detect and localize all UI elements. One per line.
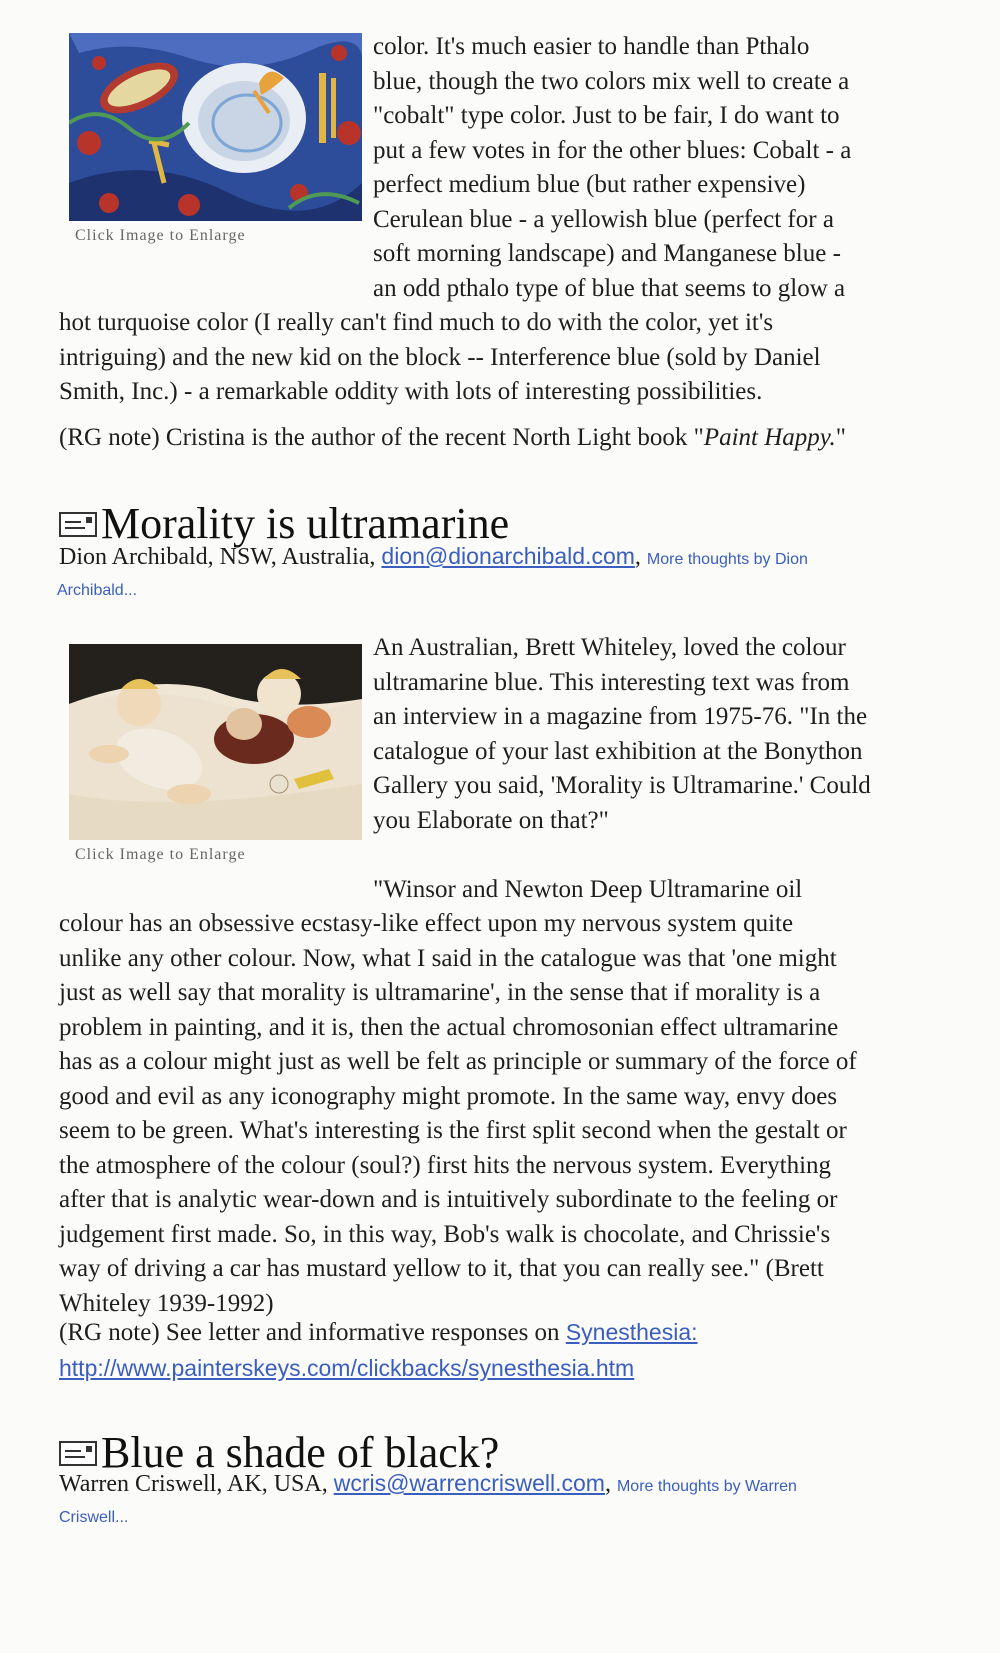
author-name: Warren Criswell, AK, USA, bbox=[59, 1471, 334, 1497]
text-line: good and evil as any iconography might promote. In the same way, envy does bbox=[59, 1082, 838, 1110]
letter-body-dion bbox=[59, 631, 939, 1321]
letter-title: Blue a shade of black? bbox=[101, 1428, 500, 1477]
rg-note-text: (RG note) Cristina is the author of the recent North Light book " bbox=[59, 424, 704, 451]
letter-body-full-width bbox=[59, 907, 939, 1321]
image-caption: Click Image to Enlarge bbox=[75, 227, 246, 244]
letter-title-morality bbox=[59, 499, 509, 549]
rg-note-closing-quote: " bbox=[835, 424, 846, 451]
text-line: intriguing) and the new kid on the block -- Interference blue (sold by Daniel bbox=[59, 343, 821, 371]
author-byline-warren bbox=[59, 1470, 797, 1498]
text-line bbox=[373, 838, 939, 873]
author-name: Dion Archibald, NSW, Australia, bbox=[59, 544, 382, 570]
letter-body-right-column bbox=[373, 30, 939, 306]
text-line: problem in painting, and it is, then the actual chromosonian effect ultramarine bbox=[59, 1013, 839, 1041]
byline-comma: , bbox=[604, 1471, 617, 1497]
more-thoughts-link-continued[interactable]: Criswell... bbox=[59, 1509, 129, 1526]
letter-title: Morality is ultramarine bbox=[101, 499, 510, 548]
text-line: an interview in a magazine from 1975-76. "In the bbox=[373, 703, 868, 730]
text-line: Whiteley 1939-1992) bbox=[59, 1289, 274, 1317]
letter-body-full-width bbox=[59, 306, 939, 410]
text-line: blue, though the two colors mix well to create a bbox=[373, 67, 850, 95]
text-line: judgement first made. So, in this way, Bob's walk is chocolate, and Chrissie's bbox=[59, 1220, 831, 1248]
author-email-link[interactable]: dion@dionarchibald.com bbox=[381, 543, 635, 569]
text-line: put a few votes in for the other blues: Cobalt - a bbox=[373, 136, 852, 164]
rg-note-cristina bbox=[59, 421, 939, 456]
text-line: Cerulean blue - a yellowish blue (perfect for a bbox=[373, 205, 834, 233]
text-line: Smith, Inc.) - a remarkable oddity with lots of interesting possibilities. bbox=[59, 378, 763, 405]
text-line: has as a colour might just as well be felt as principle or summary of the force of bbox=[59, 1048, 857, 1075]
text-line: unlike any other colour. Now, what I said in the catalogue was that 'one might bbox=[59, 944, 837, 972]
text-line: Gallery you said, 'Morality is Ultramarine.' Could bbox=[373, 772, 871, 799]
more-thoughts-link[interactable]: More thoughts by Warren bbox=[616, 1478, 797, 1495]
text-line: seem to be green. What's interesting is the first split second when the gestalt or bbox=[59, 1117, 847, 1144]
letter-body-right-column bbox=[373, 631, 939, 907]
text-line: after that is analytic wear-down and is intuitively subordinate to the feeling or bbox=[59, 1186, 838, 1213]
letter-body-continued bbox=[59, 30, 939, 410]
text-line: you Elaborate on that?" bbox=[373, 806, 609, 834]
text-line: an odd pthalo type of blue that seems to glow a bbox=[373, 274, 846, 302]
text-line: "Winsor and Newton Deep Ultramarine oil bbox=[373, 875, 803, 903]
text-line: the atmosphere of the colour (soul?) first hits the nervous system. Everything bbox=[59, 1151, 832, 1179]
author-email-link[interactable]: wcris@warrencriswell.com bbox=[333, 1470, 605, 1496]
text-line: hot turquoise color (I really can't find much to do with the color, yet it's bbox=[59, 309, 774, 336]
text-line: An Australian, Brett Whiteley, loved the colour bbox=[373, 634, 846, 661]
text-line: ultramarine blue. This interesting text was from bbox=[373, 668, 850, 696]
text-line: way of driving a car has mustard yellow to it, that you can really see." (Brett bbox=[59, 1255, 824, 1282]
byline-comma: , bbox=[634, 544, 647, 570]
rg-note-text: (RG note) See letter and informative responses on bbox=[59, 1319, 566, 1346]
text-line: color. It's much easier to handle than Pthalo bbox=[373, 33, 810, 60]
text-line: colour has an obsessive ecstasy-like effect upon my nervous system quite bbox=[59, 910, 794, 937]
book-title: Paint Happy. bbox=[703, 424, 836, 451]
text-line: catalogue of your last exhibition at the Bonython bbox=[373, 737, 863, 765]
author-byline-dion bbox=[59, 543, 808, 571]
text-line: "cobalt" type color. Just to be fair, I do want to bbox=[373, 102, 840, 129]
more-thoughts-link[interactable]: More thoughts by Dion bbox=[646, 551, 808, 568]
text-line: just as well say that morality is ultramarine', in the sense that if morality is a bbox=[59, 979, 821, 1006]
document-icon[interactable] bbox=[59, 510, 97, 538]
synesthesia-url-link[interactable]: http://www.painterskeys.com/clickbacks/synesthesia.htm bbox=[59, 1354, 635, 1381]
document-icon[interactable] bbox=[59, 1439, 97, 1467]
text-line: soft morning landscape) and Manganese blue - bbox=[373, 240, 841, 267]
synesthesia-link[interactable]: Synesthesia: bbox=[565, 1319, 698, 1345]
image-caption: Click Image to Enlarge bbox=[75, 846, 246, 863]
rg-note-synesthesia bbox=[59, 1315, 939, 1386]
text-line: perfect medium blue (but rather expensive) bbox=[373, 171, 806, 198]
more-thoughts-link-continued[interactable]: Archibald... bbox=[57, 582, 138, 599]
